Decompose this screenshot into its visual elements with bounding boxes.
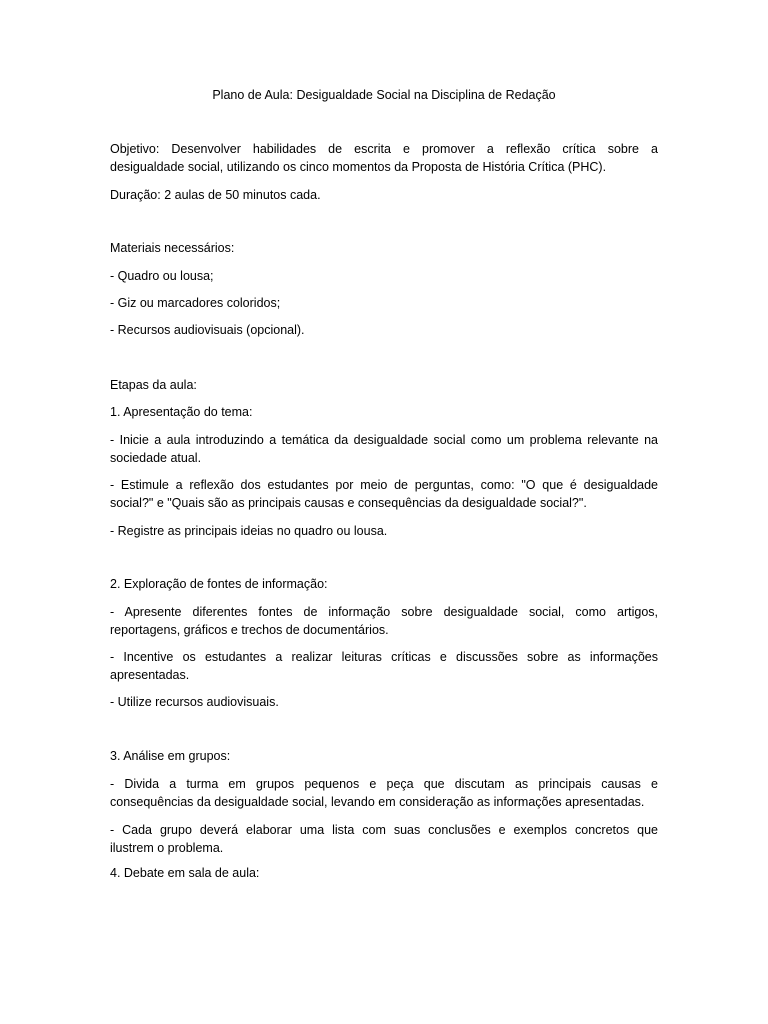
- etapa2-p1-line-2: reportagens, gráficos e trechos de documentários.: [110, 623, 389, 637]
- etapa2-paragraph-1: [110, 603, 658, 639]
- etapa3-paragraph-2: [110, 821, 658, 857]
- materiais-item: - Recursos audiovisuais (opcional).: [110, 323, 305, 337]
- etapa1-heading: 1. Apresentação do tema:: [110, 405, 253, 419]
- etapa1-paragraph-3: - Registre as principais ideias no quadro ou lousa.: [110, 524, 388, 538]
- objetivo-line-2: desigualdade social, utilizando os cinco momentos da Proposta de História Crítica (PHC).: [110, 160, 607, 174]
- objetivo-line-1: Objetivo: Desenvolver habilidades de escrita e promover a reflexão crítica sobre a: [110, 142, 658, 156]
- materiais-item: - Giz ou marcadores coloridos;: [110, 296, 281, 310]
- etapa1-paragraph-2: [110, 476, 658, 512]
- duracao-paragraph: Duração: 2 aulas de 50 minutos cada.: [110, 188, 321, 202]
- etapa1-p2-line-2: social?" e "Quais são as principais causas e consequências da desigualdade social?".: [110, 496, 587, 510]
- etapas-heading: Etapas da aula:: [110, 378, 197, 392]
- etapa2-p2-line-1: - Incentive os estudantes a realizar leituras críticas e discussões sobre as informações: [110, 650, 658, 664]
- etapa3-p1-line-2: consequências da desigualdade social, levando em consideração as informações apresentadas.: [110, 795, 645, 809]
- etapa1-p1-line-1: - Inicie a aula introduzindo a temática da desigualdade social como um problema relevante na: [110, 433, 658, 447]
- etapa2-paragraph-2: [110, 648, 658, 684]
- materiais-heading: Materiais necessários:: [110, 241, 235, 255]
- etapa2-heading: 2. Exploração de fontes de informação:: [110, 577, 328, 591]
- objetivo-paragraph: [110, 140, 658, 176]
- etapa1-paragraph-1: [110, 431, 658, 467]
- materiais-item: - Quadro ou lousa;: [110, 269, 214, 283]
- etapa1-p1-line-2: sociedade atual.: [110, 451, 202, 465]
- etapa3-heading: 3. Análise em grupos:: [110, 749, 231, 763]
- etapa3-p2-line-2: ilustrem o problema.: [110, 841, 224, 855]
- etapa2-paragraph-3: - Utilize recursos audiovisuais.: [110, 695, 279, 709]
- document-title: Plano de Aula: Desigualdade Social na Disciplina de Redação: [212, 88, 556, 102]
- etapa3-p2-line-1: - Cada grupo deverá elaborar uma lista com suas conclusões e exemplos concretos que: [110, 823, 658, 837]
- etapa3-paragraph-1: [110, 775, 658, 811]
- etapa4-heading: 4. Debate em sala de aula:: [110, 866, 260, 880]
- etapa2-p2-line-2: apresentadas.: [110, 668, 190, 682]
- etapa1-p2-line-1: - Estimule a reflexão dos estudantes por meio de perguntas, como: "O que é desigualdade: [110, 478, 658, 492]
- etapa2-p1-line-1: - Apresente diferentes fontes de informação sobre desigualdade social, como artigos,: [110, 605, 658, 619]
- etapa3-p1-line-1: - Divida a turma em grupos pequenos e peça que discutam as principais causas e: [110, 777, 658, 791]
